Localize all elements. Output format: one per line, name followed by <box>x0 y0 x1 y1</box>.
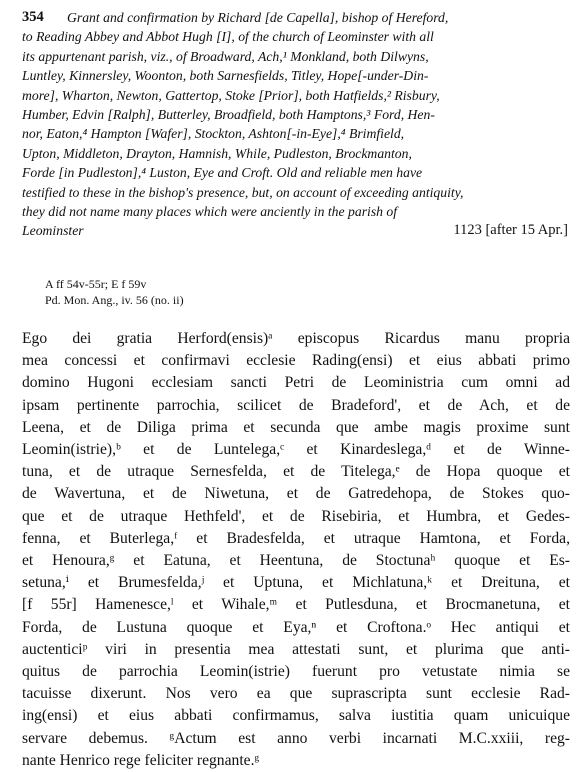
charter-line: de Wavertuna, et de Niwetuna, et de Gatredehopa, de Stokes quo- <box>22 485 570 503</box>
summary-line: they did not name many places which were anciently in the parish of <box>22 204 398 220</box>
printed-edition: Pd. Mon. Ang., iv. 56 (no. ii) <box>45 293 184 307</box>
summary-line: its appurtenant parish, viz., of Broadward, Ach,¹ Monkland, both Dilwyns, <box>22 48 429 64</box>
charter-line: ipsam pertinente parrochia, scilicet de Bradeford', et de Ach, et de <box>22 396 570 414</box>
charter-line: [f 55r] Hamenesce,ˡ et Wihale,ᵐ et Putlesduna, et Brocmanetuna, et <box>22 596 570 614</box>
charter-line: tacuisse dixerunt. Nos vero ea que suprascripta sunt ecclesie Rad- <box>22 685 570 703</box>
charter-line: auctenticiᵖ viri in presentia mea attestati sunt, et plurima que anti- <box>22 640 570 658</box>
summary-line: Humber, Edvin [Ralph], Butterley, Broadfield, both Hamptons,³ Ford, Hen- <box>22 107 435 123</box>
summary-line: Forde [in Pudleston],⁴ Luston, Eye and Croft. Old and reliable men have <box>22 165 423 181</box>
summary-line: Luntley, Kinnersley, Woonton, both Sarnesfields, Titley, Hope[-under-Din- <box>22 68 429 84</box>
charter-line: setuna,ⁱ et Brumesfelda,ʲ et Uptuna, et Michlatuna,ᵏ et Dreituna, et <box>22 574 570 592</box>
entry-number: 354 <box>22 9 44 25</box>
charter-line: Ego dei gratia Herford(ensis)ᵃ episcopus Ricardus manu propria <box>22 330 570 347</box>
charter-line: quitus de parrochia Leomin(istrie) fuerunt pro vetustate nimia se <box>22 663 570 681</box>
summary-line: Grant and confirmation by Richard [de Capella], bishop of Hereford, <box>67 10 449 25</box>
summary-line: to Reading Abbey and Abbot Hugh [I], of the church of Leominster with all <box>22 29 434 45</box>
charter-line: et Henoura,ᵍ et Eatuna, et Heentuna, de Stoctunaʰ quoque et Es- <box>22 552 570 570</box>
charter-line: mea concessi et confirmavi ecclesie Rading(ensi) et eius abbati primo <box>22 352 570 370</box>
charter-text <box>22 328 570 772</box>
charter-line: Forda, de Lustuna quoque et Eya,ⁿ et Croftona.ᵒ Hec antiqui et <box>22 618 570 636</box>
summary-line: more], Wharton, Newton, Gattertop, Stoke [Prior], both Hatfields,² Risbury, <box>22 87 440 103</box>
charter-line: nante Henrico rege feliciter regnante.ᵍ <box>22 751 260 769</box>
charter-line: fenna, et Buterlega,ᶠ et Bradesfelda, et utraque Hamtona, et Forda, <box>22 529 570 547</box>
charter-line: Leomin(istrie),ᵇ et de Luntelega,ᶜ et Kinardeslega,ᵈ et de Winne- <box>22 441 570 459</box>
summary-line: Upton, Middleton, Drayton, Hamnish, While, Pudleston, Brockmanton, <box>22 145 412 161</box>
charter-line: domino Hugoni ecclesiam sancti Petri de Leoministria cum omni ad <box>22 374 570 392</box>
charter-line: Leena, et de Diliga prima et secunda que ambe magis proxime sunt <box>22 418 570 436</box>
summary-line: nor, Eaton,⁴ Hampton [Wafer], Stockton, Ashton[-in-Eye],⁴ Brimfield, <box>22 126 405 142</box>
charter-line: servare debemus. ᵍActum est anno verbi incarnati M.C.xxiii, reg- <box>22 729 570 747</box>
entry-date: 1123 [after 15 Apr.] <box>453 222 568 239</box>
summary-line: testified to these in the bishop's presence, but, on account of exceeding antiquity, <box>22 184 464 200</box>
manuscript-sources: A ff 54v-55r; E f 59v <box>45 277 147 291</box>
charter-line: ing(ensi) et eius abbati confirmamus, salva iustitia quam unicuique <box>22 707 570 725</box>
charter-line: tuna, et de utraque Sernesfelda, et de Titelega,ᵉ de Hopa quoque et <box>22 463 570 481</box>
summary-line: Leominster <box>22 223 84 239</box>
entry-summary <box>22 8 568 241</box>
charter-line: que et de utraque Hethfeld', et de Risebiria, et Humbra, et Gedes- <box>22 507 570 525</box>
source-references <box>45 276 184 308</box>
summary-last-line <box>22 221 568 240</box>
